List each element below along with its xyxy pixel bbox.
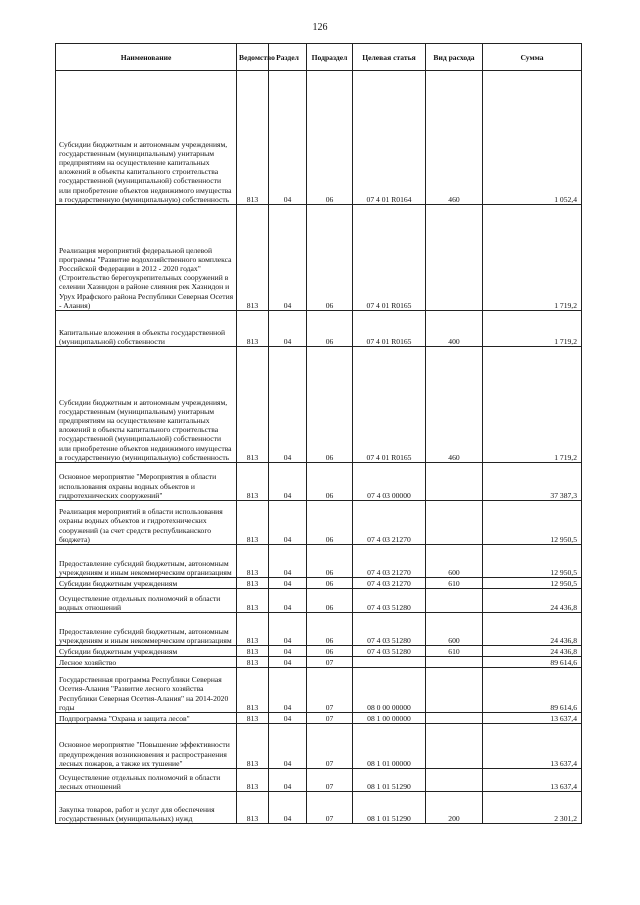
row-name: Субсидии бюджетным и автономным учреждениям, государственным (муниципальным) унитарным предприятиям на осуществление капитальных вложений в объекты капитального строительства государственной (муниципальной) собственности или приобретение объектов недвижимого имущества в государственную (муниципальную) собственность: [56, 71, 237, 205]
row-ved: 813: [237, 713, 269, 724]
row-statya: 07 4 03 51280: [353, 613, 426, 646]
row-ved: 813: [237, 724, 269, 769]
row-podrazdel: 06: [307, 501, 353, 545]
row-ved: 813: [237, 205, 269, 311]
row-name: Лесное хозяйство: [56, 657, 237, 668]
table-row: [56, 713, 582, 724]
row-vid: [426, 657, 483, 668]
row-razdel: 04: [269, 613, 307, 646]
row-podrazdel: 06: [307, 205, 353, 311]
row-vid: 200: [426, 792, 483, 824]
row-vid: 600: [426, 613, 483, 646]
row-podrazdel: 07: [307, 792, 353, 824]
row-summa: 24 436,8: [483, 613, 582, 646]
row-name: Субсидии бюджетным учреждениям: [56, 646, 237, 657]
row-summa: 24 436,8: [483, 589, 582, 613]
row-statya: 07 4 03 21270: [353, 545, 426, 578]
row-ved: 813: [237, 545, 269, 578]
row-statya: [353, 657, 426, 668]
row-summa: 1 719,2: [483, 347, 582, 463]
row-razdel: 04: [269, 545, 307, 578]
row-podrazdel: 06: [307, 311, 353, 347]
table-row: [56, 589, 582, 613]
row-razdel: 04: [269, 311, 307, 347]
row-name: Осуществление отдельных полномочий в области лесных отношений: [56, 769, 237, 792]
row-razdel: 04: [269, 347, 307, 463]
row-ved: 813: [237, 657, 269, 668]
table-row: [56, 578, 582, 589]
table-row: [56, 792, 582, 824]
row-podrazdel: 07: [307, 724, 353, 769]
row-statya: 07 4 03 21270: [353, 501, 426, 545]
row-name: Предоставление субсидий бюджетным, автономным учреждениям и иным некоммерческим организациям: [56, 545, 237, 578]
row-podrazdel: 07: [307, 769, 353, 792]
row-vid: [426, 724, 483, 769]
table-row: [56, 311, 582, 347]
row-razdel: 04: [269, 668, 307, 713]
row-summa: 89 614,6: [483, 657, 582, 668]
row-ved: 813: [237, 311, 269, 347]
row-summa: 24 436,8: [483, 646, 582, 657]
row-name: Капитальные вложения в объекты государственной (муниципальной) собственности: [56, 311, 237, 347]
row-summa: 1 052,4: [483, 71, 582, 205]
row-statya: 07 4 01 R0165: [353, 347, 426, 463]
row-razdel: 04: [269, 724, 307, 769]
row-statya: 07 4 03 51280: [353, 589, 426, 613]
row-statya: 07 4 01 R0165: [353, 311, 426, 347]
row-statya: 08 1 01 51290: [353, 792, 426, 824]
row-podrazdel: 07: [307, 713, 353, 724]
row-vid: 610: [426, 646, 483, 657]
row-statya: 08 1 01 00000: [353, 724, 426, 769]
row-name: Основное мероприятие "Мероприятия в области использования охраны водных объектов и гидротехнических сооружений": [56, 463, 237, 501]
row-ved: 813: [237, 463, 269, 501]
budget-table: [55, 43, 582, 824]
row-summa: 13 637,4: [483, 769, 582, 792]
table-row: [56, 463, 582, 501]
row-vid: 400: [426, 311, 483, 347]
row-podrazdel: 06: [307, 71, 353, 205]
row-statya: 08 0 00 00000: [353, 668, 426, 713]
table-row: [56, 205, 582, 311]
table-row: [56, 668, 582, 713]
row-summa: 1 719,2: [483, 311, 582, 347]
row-vid: [426, 205, 483, 311]
row-name: Подпрограмма "Охрана и защита лесов": [56, 713, 237, 724]
row-razdel: 04: [269, 589, 307, 613]
row-razdel: 04: [269, 463, 307, 501]
row-razdel: 04: [269, 646, 307, 657]
table-row: [56, 613, 582, 646]
row-podrazdel: 06: [307, 646, 353, 657]
header-podrazdel: Подраздел: [307, 44, 353, 71]
row-podrazdel: 06: [307, 578, 353, 589]
header-ved: Ведомство: [237, 44, 269, 71]
table-row: [56, 71, 582, 205]
row-name: Закупка товаров, работ и услуг для обеспечения государственных (муниципальных) нужд: [56, 792, 237, 824]
header-name: Наименование: [56, 44, 237, 71]
row-name: Реализация мероприятий в области использования охраны водных объектов и гидротехнических сооружений (за счет средств республиканского бюджета): [56, 501, 237, 545]
table-row: [56, 657, 582, 668]
row-razdel: 04: [269, 578, 307, 589]
row-name: Субсидии бюджетным и автономным учреждениям, государственным (муниципальным) унитарным предприятиям на осуществление капитальных вложений в объекты капитального строительства государственной (муниципальной) собственности или приобретение объектов недвижимого имущества в государственную (муниципальную) собственность: [56, 347, 237, 463]
row-ved: 813: [237, 646, 269, 657]
row-summa: 37 387,3: [483, 463, 582, 501]
row-ved: 813: [237, 668, 269, 713]
row-ved: 813: [237, 769, 269, 792]
row-statya: 08 1 00 00000: [353, 713, 426, 724]
row-name: Субсидии бюджетным учреждениям: [56, 578, 237, 589]
row-vid: [426, 501, 483, 545]
row-podrazdel: 07: [307, 657, 353, 668]
header-vid: Вид расхода: [426, 44, 483, 71]
row-summa: 12 950,5: [483, 501, 582, 545]
row-statya: 07 4 03 00000: [353, 463, 426, 501]
row-razdel: 04: [269, 205, 307, 311]
row-vid: 600: [426, 545, 483, 578]
row-podrazdel: 06: [307, 589, 353, 613]
row-statya: 07 4 03 21270: [353, 578, 426, 589]
row-summa: 12 950,5: [483, 545, 582, 578]
row-summa: 13 637,4: [483, 724, 582, 769]
table-row: [56, 501, 582, 545]
row-ved: 813: [237, 792, 269, 824]
row-podrazdel: 06: [307, 463, 353, 501]
row-ved: 813: [237, 71, 269, 205]
table-row: [56, 724, 582, 769]
row-vid: 610: [426, 578, 483, 589]
table-body: [56, 71, 582, 824]
header-razdel: Раздел: [269, 44, 307, 71]
row-summa: 1 719,2: [483, 205, 582, 311]
row-razdel: 04: [269, 769, 307, 792]
row-vid: [426, 589, 483, 613]
row-summa: 12 950,5: [483, 578, 582, 589]
table-row: [56, 769, 582, 792]
row-ved: 813: [237, 501, 269, 545]
header-statya: Целевая статья: [353, 44, 426, 71]
table-row: [56, 545, 582, 578]
row-statya: 07 4 01 R0164: [353, 71, 426, 205]
row-podrazdel: 06: [307, 545, 353, 578]
row-name: Государственная программа Республики Северная Осетия-Алания "Развитие лесного хозяйства Республики Северная Осетия-Алания" на 2014-2020 годы: [56, 668, 237, 713]
row-razdel: 04: [269, 713, 307, 724]
row-razdel: 04: [269, 71, 307, 205]
row-ved: 813: [237, 578, 269, 589]
row-statya: 07 4 01 R0165: [353, 205, 426, 311]
header-summa: Сумма: [483, 44, 582, 71]
row-name: Осуществление отдельных полномочий в области водных отношений: [56, 589, 237, 613]
row-summa: 13 637,4: [483, 713, 582, 724]
row-vid: [426, 769, 483, 792]
row-vid: 460: [426, 347, 483, 463]
row-podrazdel: 07: [307, 668, 353, 713]
row-podrazdel: 06: [307, 613, 353, 646]
page-number: 126: [312, 22, 328, 33]
row-vid: 460: [426, 71, 483, 205]
table-row: [56, 646, 582, 657]
row-razdel: 04: [269, 501, 307, 545]
row-podrazdel: 06: [307, 347, 353, 463]
row-statya: 07 4 03 51280: [353, 646, 426, 657]
row-statya: 08 1 01 51290: [353, 769, 426, 792]
row-ved: 813: [237, 589, 269, 613]
table-row: [56, 347, 582, 463]
row-vid: [426, 463, 483, 501]
row-name: Реализация мероприятий федеральной целевой программы "Развитие водохозяйственного комплекса Российской Федерации в 2012 - 2020 годах" (Строительство берегоукрепительных сооружений в селении Хазнидон в районе слияния рек Хазнидон и Урух Ирафского района Республики Северная Осетия - Алания): [56, 205, 237, 311]
row-name: Основное мероприятие "Повышение эффективности предупреждения возникновения и распространения лесных пожаров, а также их тушение": [56, 724, 237, 769]
row-vid: [426, 713, 483, 724]
row-summa: 89 614,6: [483, 668, 582, 713]
table-header-row: [56, 44, 582, 71]
row-summa: 2 301,2: [483, 792, 582, 824]
row-name: Предоставление субсидий бюджетным, автономным учреждениям и иным некоммерческим организациям: [56, 613, 237, 646]
row-ved: 813: [237, 613, 269, 646]
row-vid: [426, 668, 483, 713]
row-razdel: 04: [269, 657, 307, 668]
row-ved: 813: [237, 347, 269, 463]
row-razdel: 04: [269, 792, 307, 824]
